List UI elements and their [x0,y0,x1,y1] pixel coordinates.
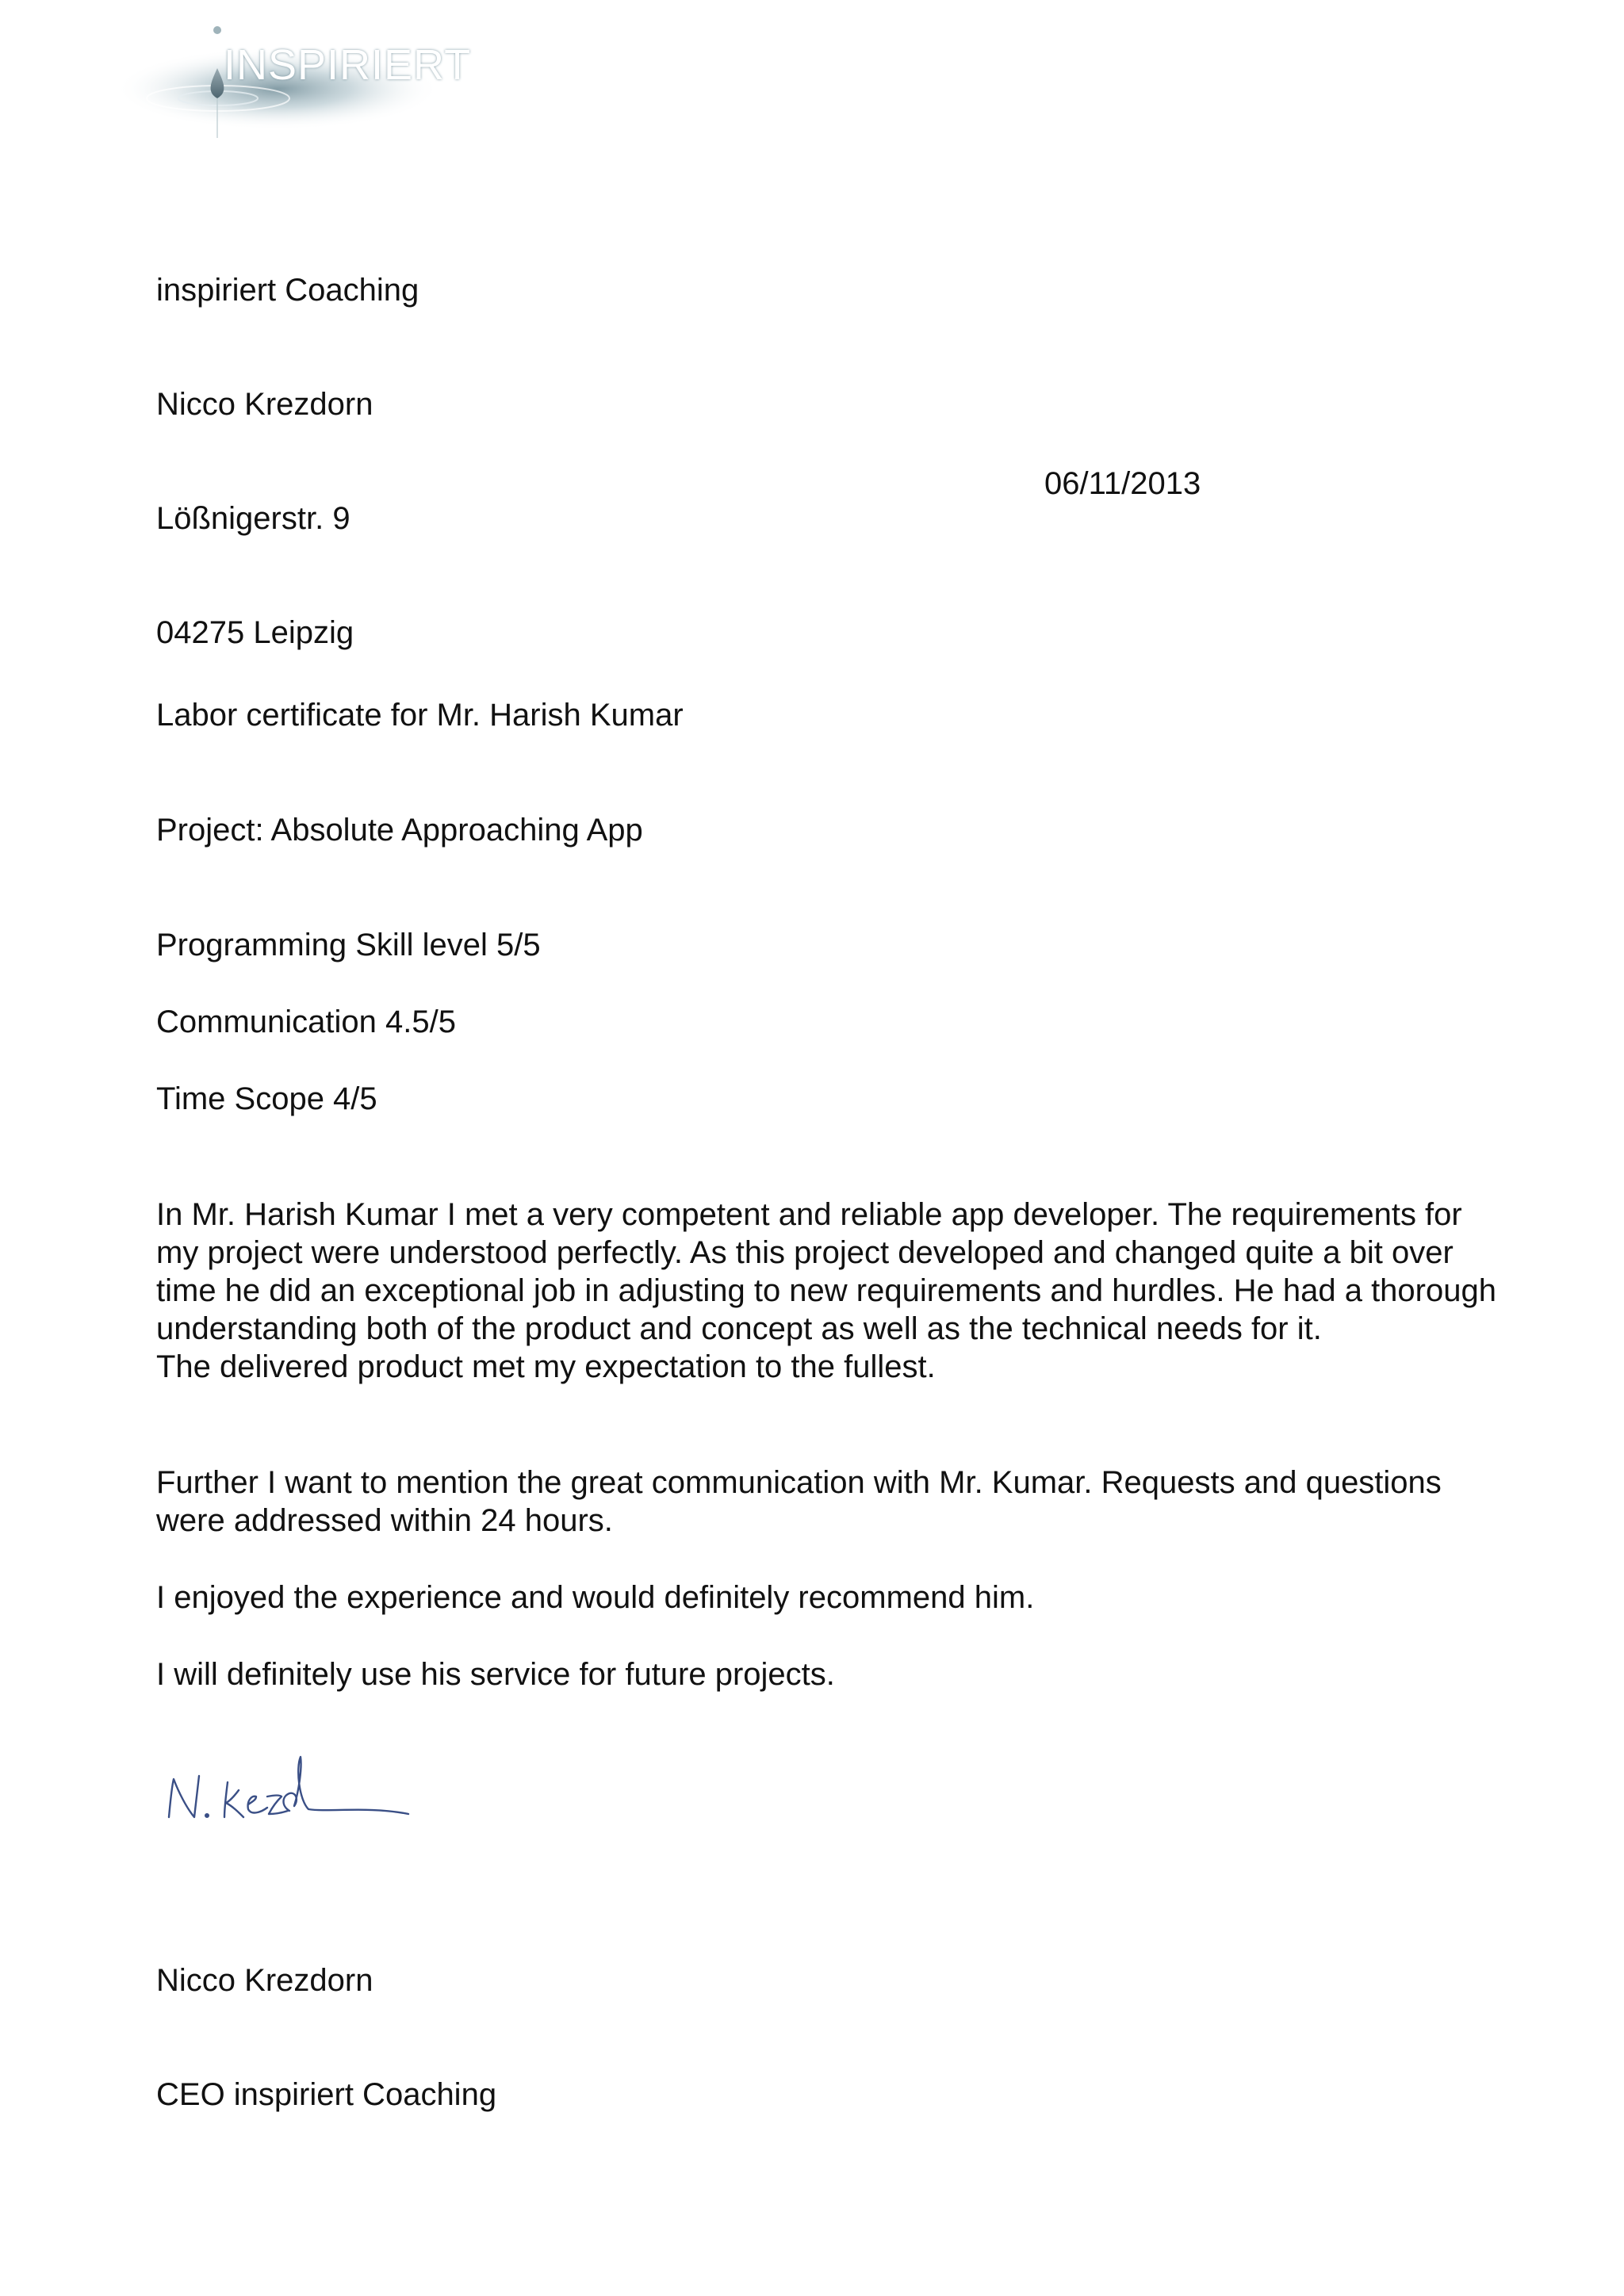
company-logo [111,19,508,146]
letter-date: 06/11/2013 [1044,466,1201,501]
body-paragraph-1-text: In Mr. Harish Kumar I met a very competent and reliable app developer. The requirements for my project were understood perfectly. As this project developed and changed quite a bit over time he did an exceptional job in adjusting to new requirements and hurdles. He had a thorough understanding both of the product and concept as well as the technical needs for it. [156,1197,1496,1346]
sender-city: 04275 Leipzig [156,615,354,650]
body-paragraph-1-closing: The delivered product met my expectation to the fullest. [156,1349,936,1384]
sender-address [156,195,419,728]
letter-subject: Labor certificate for Mr. Harish Kumar [156,698,684,733]
signoff-title: CEO inspiriert Coaching [156,2077,497,2112]
project-line: Project: Absolute Approaching App [156,813,643,848]
rating-communication: Communication 4.5/5 [156,1004,456,1039]
handwritten-signature [163,1744,416,1831]
sender-name: Nicco Krezdorn [156,387,373,422]
logo-wordmark: INSPIRIERT [224,41,472,89]
rating-programming-skill: Programming Skill level 5/5 [156,928,541,962]
body-paragraph-3: I enjoyed the experience and would definitely recommend him. [156,1580,1035,1615]
sender-street: Lößnigerstr. 9 [156,501,350,536]
rating-time-scope: Time Scope 4/5 [156,1081,377,1116]
body-paragraph-4: I will definitely use his service for future projects. [156,1657,835,1692]
body-paragraph-2: Further I want to mention the great communication with Mr. Kumar. Requests and questions were addressed within 24 hours. [156,1465,1442,1538]
signoff-block [156,1885,496,2190]
signoff-name: Nicco Krezdorn [156,1963,373,1998]
body-paragraph-1 [156,1196,1504,1386]
sender-company: inspiriert Coaching [156,273,419,308]
signature-icon [163,1744,416,1831]
